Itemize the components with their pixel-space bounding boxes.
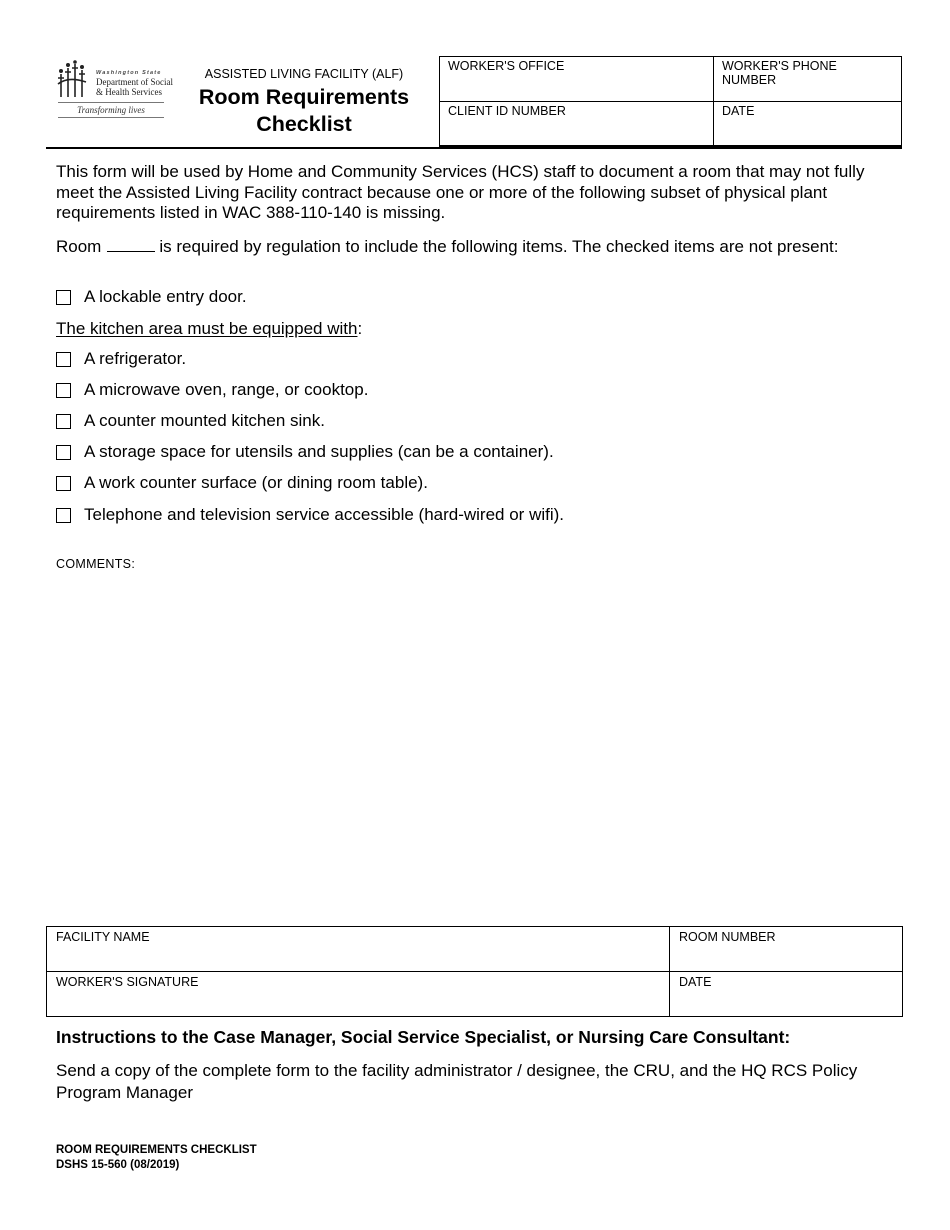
dshs-logo <box>56 60 173 120</box>
workers-office-field[interactable]: WORKER'S OFFICE <box>440 57 714 102</box>
checklist-item-refrigerator <box>56 349 186 369</box>
facility-name-field[interactable]: FACILITY NAME <box>47 927 670 972</box>
dshs-figures-icon <box>56 60 90 98</box>
checkbox[interactable] <box>56 290 71 305</box>
checkbox[interactable] <box>56 476 71 491</box>
room-number-field[interactable]: ROOM NUMBER <box>670 927 902 972</box>
logo-department-text: Department of Social & Health Services <box>96 77 173 97</box>
kitchen-heading: The kitchen area must be equipped with: <box>56 319 363 338</box>
signature-date-field[interactable]: DATE <box>679 975 712 989</box>
instructions-body: Send a copy of the complete form to the facility administrator / designee, the CRU, and the HQ RCS Policy Program Manager <box>56 1061 858 1102</box>
header-divider <box>46 147 902 149</box>
header-date-field[interactable]: DATE <box>722 104 755 118</box>
checklist-item-label: Telephone and television service accessible (hard-wired or wifi). <box>84 505 565 524</box>
logo-divider <box>58 102 164 103</box>
bottom-fields-table <box>46 926 903 1017</box>
room-suffix: is required by regulation to include the following items. The checked items are not present: <box>159 237 839 256</box>
checklist-item-label: A lockable entry door. <box>84 287 247 306</box>
form-subtitle: ASSISTED LIVING FACILITY (ALF) <box>204 67 404 81</box>
footer-form-number: DSHS 15-560 (08/2019) <box>56 1159 180 1171</box>
room-statement <box>56 236 896 258</box>
workers-phone-field[interactable]: WORKER'S PHONE NUMBER <box>714 57 901 102</box>
checklist-item-sink <box>56 411 325 431</box>
checkbox[interactable] <box>56 383 71 398</box>
intro-paragraph: This form will be used by Home and Community Services (HCS) staff to document a room that may not fully meet the Assisted Living Facility contract because one or more of the following subset of physical plant requirements listed in WAC 388-110-140 is missing. <box>56 162 865 222</box>
checklist-item-microwave <box>56 380 368 400</box>
form-title: Room Requirements Checklist <box>198 85 410 136</box>
checkbox[interactable] <box>56 414 71 429</box>
logo-state-text: Washington State <box>96 70 162 76</box>
comments-field[interactable] <box>56 576 896 916</box>
workers-signature-field[interactable]: WORKER'S SIGNATURE <box>47 972 670 1016</box>
checklist-item-work-counter <box>56 473 428 493</box>
checklist-item-label: A refrigerator. <box>84 349 187 368</box>
instructions-heading: Instructions to the Case Manager, Social Service Specialist, or Nursing Care Consultant: <box>56 1027 791 1047</box>
checklist-item-label: A microwave oven, range, or cooktop. <box>84 380 369 399</box>
client-id-field[interactable]: CLIENT ID NUMBER <box>440 102 714 145</box>
checklist-item-label: A storage space for utensils and supplies (can be a container). <box>84 442 554 461</box>
logo-tagline: Transforming lives <box>77 105 145 115</box>
checkbox[interactable] <box>56 445 71 460</box>
room-blank-field[interactable] <box>107 236 155 252</box>
checklist-item-storage <box>56 442 554 462</box>
checklist-item-label: A work counter surface (or dining room table). <box>84 473 428 492</box>
header-fields-table <box>439 56 902 147</box>
comments-label: COMMENTS: <box>56 557 136 571</box>
checklist-item-label: A counter mounted kitchen sink. <box>84 411 325 430</box>
room-prefix: Room <box>56 237 102 256</box>
checklist-item-entry-door <box>56 287 247 307</box>
checkbox[interactable] <box>56 352 71 367</box>
checklist-item-telephone-tv <box>56 505 564 525</box>
logo-divider <box>58 117 164 118</box>
footer-form-name: ROOM REQUIREMENTS CHECKLIST <box>56 1144 257 1156</box>
checkbox[interactable] <box>56 508 71 523</box>
